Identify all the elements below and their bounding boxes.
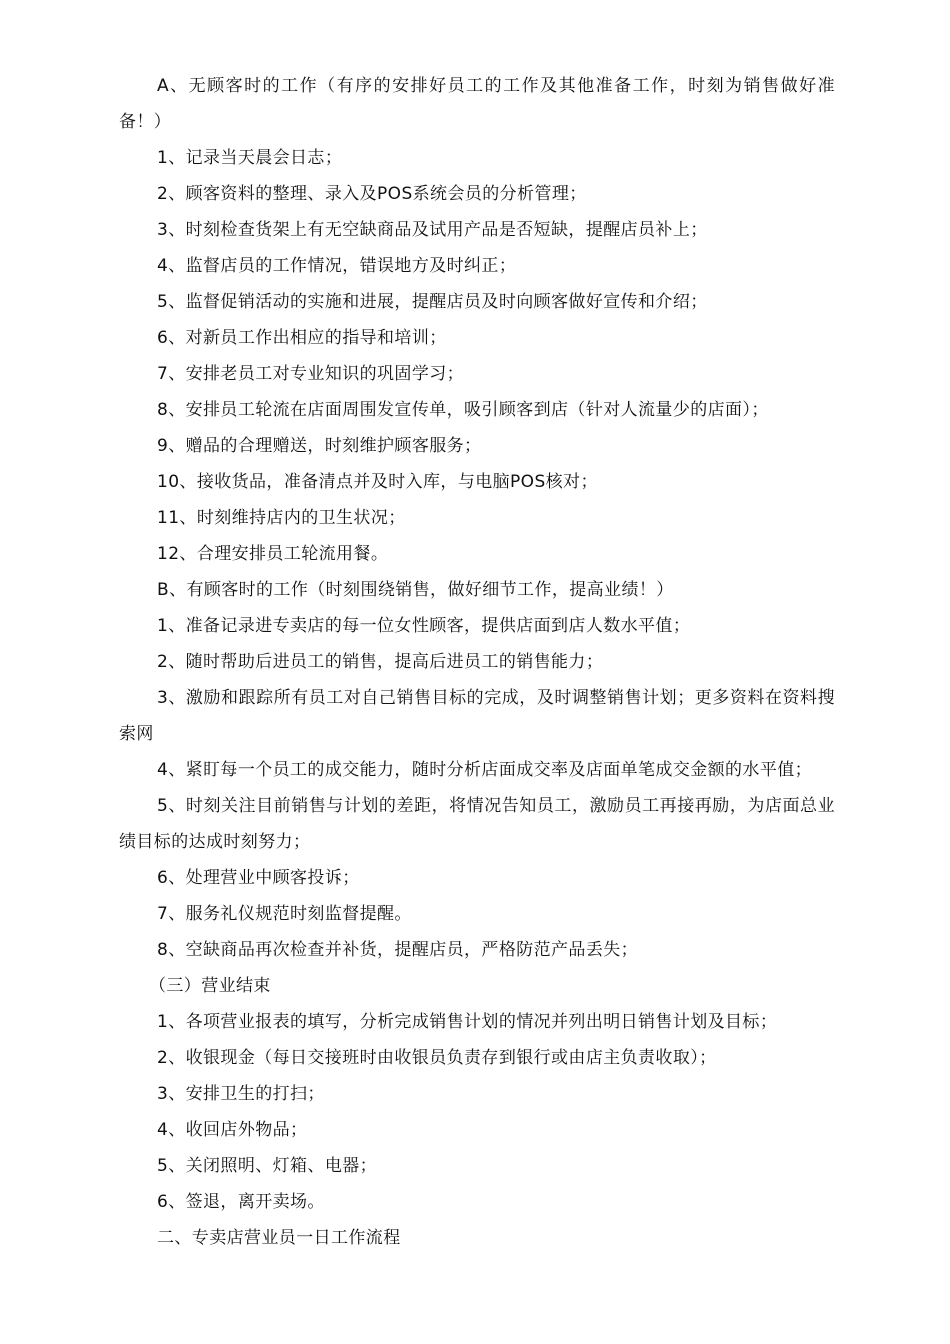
list-item: 9、赠品的合理赠送，时刻维护顾客服务； bbox=[157, 436, 482, 456]
list-item: 6、签退，离开卖场。 bbox=[157, 1192, 325, 1212]
list-item: 7、安排老员工对专业知识的巩固学习； bbox=[157, 364, 465, 384]
list-item: 10、接收货品，准备清点并及时入库，与电脑POS核对； bbox=[157, 472, 598, 492]
list-item: 7、服务礼仪规范时刻监督提醒。 bbox=[157, 904, 412, 924]
list-item: 6、处理营业中顾客投诉； bbox=[157, 868, 360, 888]
list-item: 1、各项营业报表的填写，分析完成销售计划的情况并列出明日销售计划及目标； bbox=[157, 1012, 778, 1032]
list-item: 8、安排员工轮流在店面周围发宣传单，吸引顾客到店（针对人流量少的店面）； bbox=[157, 400, 769, 420]
list-item: 6、对新员工作出相应的指导和培训； bbox=[157, 328, 447, 348]
list-item: 3、时刻检查货架上有无空缺商品及试用产品是否短缺，提醒店员补上； bbox=[157, 220, 708, 240]
list-item: 2、顾客资料的整理、录入及POS系统会员的分析管理； bbox=[157, 184, 587, 204]
list-item: 11、时刻维持店内的卫生状况； bbox=[157, 508, 406, 528]
list-item: 5、监督促销活动的实施和进展，提醒店员及时向顾客做好宣传和介绍； bbox=[157, 292, 708, 312]
document-body bbox=[119, 68, 835, 1256]
section-a-heading: A、无顾客时的工作（有序的安排好员工的工作及其他准备工作，时刻为销售做好准备！） bbox=[119, 76, 835, 132]
list-item: 12、合理安排员工轮流用餐。 bbox=[157, 544, 389, 564]
list-item: 5、关闭照明、灯箱、电器； bbox=[157, 1156, 378, 1176]
list-item: 3、激励和跟踪所有员工对自己销售目标的完成，及时调整销售计划；更多资料在资料搜索网 bbox=[119, 688, 835, 744]
list-item: 2、收银现金（每日交接班时由收银员负责存到银行或由店主负责收取）； bbox=[157, 1048, 717, 1068]
list-item: 1、记录当天晨会日志； bbox=[157, 148, 343, 168]
list-item: 5、时刻关注目前销售与计划的差距，将情况告知员工，激励员工再接再励，为店面总业绩目标的达成时刻努力； bbox=[119, 796, 835, 852]
list-item: 4、监督店员的工作情况，错误地方及时纠正； bbox=[157, 256, 517, 276]
list-item: 2、随时帮助后进员工的销售，提高后进员工的销售能力； bbox=[157, 652, 604, 672]
section-c-heading: （三）营业结束 bbox=[149, 976, 271, 996]
closing-heading: 二、专卖店营业员一日工作流程 bbox=[157, 1228, 401, 1248]
list-item: 4、收回店外物品； bbox=[157, 1120, 308, 1140]
list-item: 1、准备记录进专卖店的每一位女性顾客，提供店面到店人数水平值； bbox=[157, 616, 691, 636]
list-item: 3、安排卫生的打扫； bbox=[157, 1084, 325, 1104]
section-b-heading: B、有顾客时的工作（时刻围绕销售，做好细节工作，提高业绩！） bbox=[157, 580, 674, 600]
list-item: 8、空缺商品再次检查并补货，提醒店员，严格防范产品丢失； bbox=[157, 940, 639, 960]
list-item: 4、紧盯每一个员工的成交能力，随时分析店面成交率及店面单笔成交金额的水平值； bbox=[157, 760, 813, 780]
